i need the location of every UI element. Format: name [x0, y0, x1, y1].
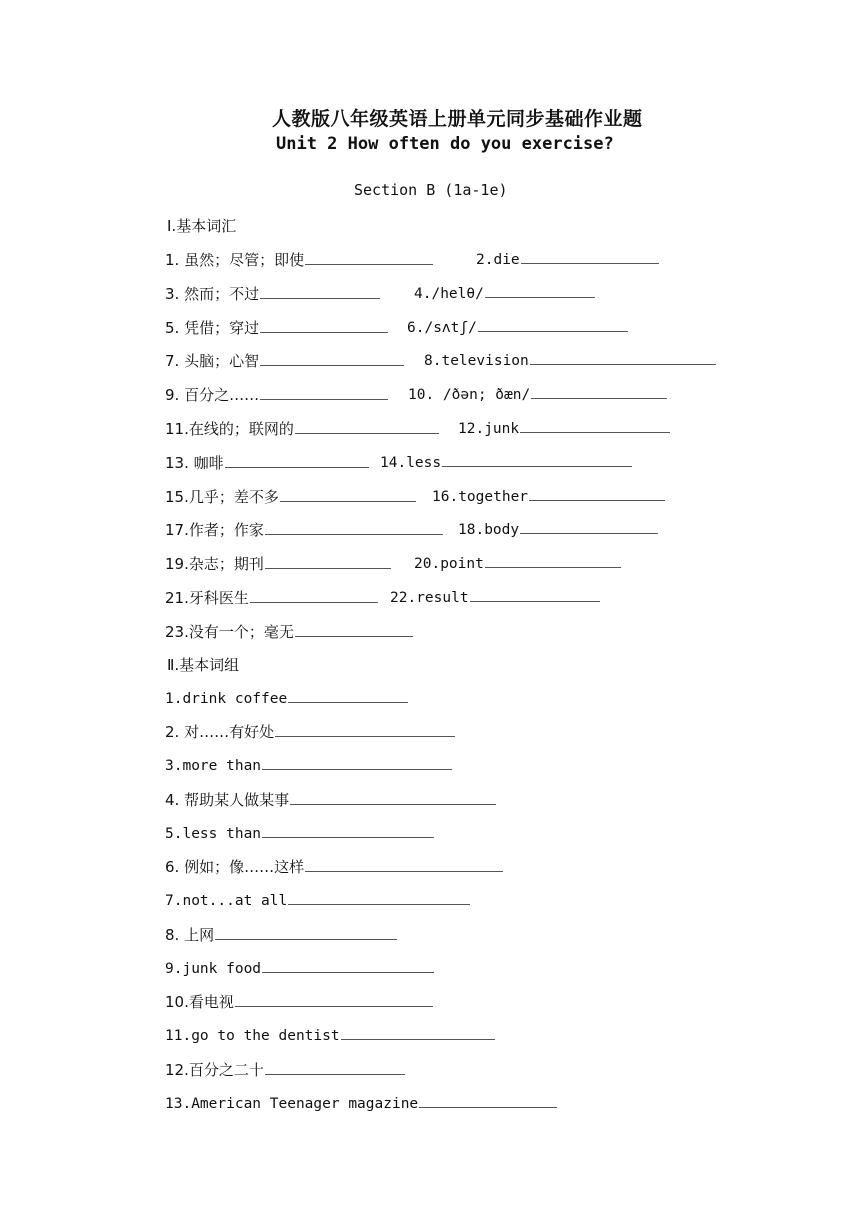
answer-blank[interactable]	[305, 250, 433, 265]
answer-blank[interactable]	[288, 890, 470, 905]
part1-heading: Ⅰ.基本词汇	[167, 217, 237, 235]
answer-blank[interactable]	[478, 317, 628, 332]
vocab-item: 21.牙科医生	[165, 587, 378, 608]
vocab-item: 2.die	[476, 249, 659, 268]
answer-blank[interactable]	[260, 284, 380, 299]
vocab-item: 18.body	[458, 519, 658, 538]
section-title: Section B (1a-1e)	[354, 181, 508, 199]
phrase-item: 9.junk food	[165, 958, 434, 977]
answer-blank[interactable]	[265, 554, 391, 569]
answer-blank[interactable]	[262, 823, 434, 838]
answer-blank[interactable]	[419, 1093, 557, 1108]
vocab-item: 7. 头脑；心智	[165, 350, 404, 371]
worksheet-title: 人教版八年级英语上册单元同步基础作业题	[272, 108, 643, 130]
phrase-item: 6. 例如；像……这样	[165, 856, 503, 877]
answer-blank[interactable]	[235, 992, 433, 1007]
answer-blank[interactable]	[485, 283, 595, 298]
answer-blank[interactable]	[250, 588, 378, 603]
answer-blank[interactable]	[295, 622, 413, 637]
vocab-item: 14.less	[380, 452, 632, 471]
answer-blank[interactable]	[530, 350, 716, 365]
vocab-item: 11.在线的；联网的	[165, 418, 439, 439]
vocab-item: 3. 然而；不过	[165, 283, 380, 304]
phrase-item: 11.go to the dentist	[165, 1025, 495, 1044]
answer-blank[interactable]	[290, 790, 496, 805]
phrase-item: 12.百分之二十	[165, 1059, 405, 1080]
answer-blank[interactable]	[215, 925, 397, 940]
part2-heading: Ⅱ.基本词组	[167, 656, 240, 674]
vocab-item: 5. 凭借；穿过	[165, 317, 388, 338]
vocab-item: 4./helθ/	[414, 283, 595, 302]
answer-blank[interactable]	[529, 486, 665, 501]
vocab-item: 12.junk	[458, 418, 670, 437]
vocab-item: 16.together	[432, 486, 665, 505]
vocab-item: 20.point	[414, 553, 621, 572]
answer-blank[interactable]	[260, 351, 404, 366]
answer-blank[interactable]	[341, 1025, 495, 1040]
answer-blank[interactable]	[262, 958, 434, 973]
vocab-item: 1. 虽然；尽管；即使	[165, 249, 433, 270]
answer-blank[interactable]	[225, 453, 369, 468]
vocab-item: 8.television	[424, 350, 716, 369]
answer-blank[interactable]	[262, 755, 452, 770]
phrase-item: 10.看电视	[165, 991, 433, 1012]
vocab-item: 17.作者；作家	[165, 519, 443, 540]
answer-blank[interactable]	[521, 249, 659, 264]
answer-blank[interactable]	[260, 318, 388, 333]
phrase-item: 4. 帮助某人做某事	[165, 789, 496, 810]
answer-blank[interactable]	[520, 418, 670, 433]
vocab-item: 6./sʌtʃ/	[407, 317, 628, 336]
answer-blank[interactable]	[295, 419, 439, 434]
vocab-item: 22.result	[390, 587, 600, 606]
answer-blank[interactable]	[470, 587, 600, 602]
answer-blank[interactable]	[275, 722, 455, 737]
vocab-item: 19.杂志；期刊	[165, 553, 391, 574]
vocab-item: 13. 咖啡	[165, 452, 369, 473]
phrase-item: 8. 上网	[165, 924, 397, 945]
answer-blank[interactable]	[531, 384, 667, 399]
answer-blank[interactable]	[260, 385, 388, 400]
phrase-item: 13.American Teenager magazine	[165, 1093, 557, 1112]
answer-blank[interactable]	[280, 487, 416, 502]
vocab-item: 9. 百分之……	[165, 384, 388, 405]
unit-subtitle: Unit 2 How often do you exercise?	[276, 134, 614, 154]
answer-blank[interactable]	[288, 688, 408, 703]
answer-blank[interactable]	[265, 520, 443, 535]
vocab-item: 10. /ðən; ðæn/	[408, 384, 667, 403]
answer-blank[interactable]	[305, 857, 503, 872]
vocab-item: 23.没有一个；毫无	[165, 621, 413, 642]
phrase-item: 3.more than	[165, 755, 452, 774]
answer-blank[interactable]	[485, 553, 621, 568]
answer-blank[interactable]	[265, 1060, 405, 1075]
vocab-item: 15.几乎；差不多	[165, 486, 416, 507]
phrase-item: 1.drink coffee	[165, 688, 408, 707]
answer-blank[interactable]	[520, 519, 658, 534]
phrase-item: 2. 对……有好处	[165, 721, 455, 742]
phrase-item: 5.less than	[165, 823, 434, 842]
phrase-item: 7.not...at all	[165, 890, 470, 909]
answer-blank[interactable]	[442, 452, 632, 467]
